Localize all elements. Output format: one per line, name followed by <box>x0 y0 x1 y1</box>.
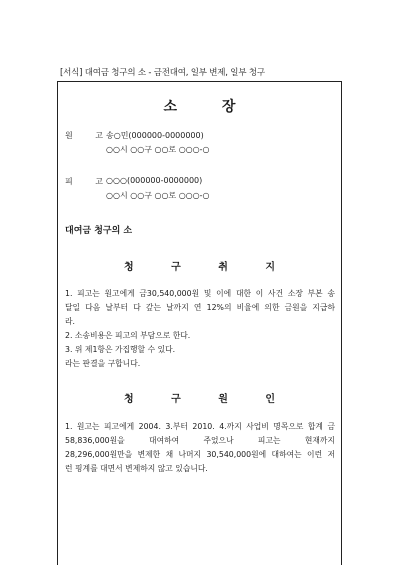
claim-purpose-line: 3. 위 제1항은 가집행할 수 있다. <box>65 345 176 354</box>
claim-purpose-line: 2. 소송비용은 피고의 부담으로 한다. <box>65 331 191 340</box>
claim-purpose-line: 라. <box>65 317 76 326</box>
claim-purpose-line: 1. 피고는 원고에게 금30,540,000원 및 이에 대한 이 사건 소장 부본 송 <box>65 289 335 298</box>
claim-cause-line: 28,296,000원만을 변제한 채 나머지 30,540,000원에 대하여는 이런 저 <box>65 450 335 459</box>
document-frame <box>57 81 342 565</box>
defendant-role: 피 고 <box>65 177 113 186</box>
claim-purpose-heading: 청 구 취 지 <box>123 262 293 273</box>
plaintiff-address: ○○시 ○○구 ○○로 ○○○-○ <box>106 145 210 154</box>
defendant-name: ○○○(000000-0000000) <box>106 176 203 185</box>
document-title: 소 장 <box>163 99 256 115</box>
claim-cause-heading: 청 구 원 인 <box>123 394 293 405</box>
claim-purpose-line: 라는 판결을 구합니다. <box>65 359 141 368</box>
defendant-address: ○○시 ○○구 ○○로 ○○○-○ <box>106 191 210 200</box>
claim-cause-line: 런 핑계를 대면서 변제하지 않고 있습니다. <box>65 464 208 473</box>
form-caption: [서식] 대여금 청구의 소 - 금전대여, 일부 변제, 일부 청구 <box>60 68 265 78</box>
claim-cause-line: 58,836,000원을 대여하여 주었으나 피고는 현재까지 <box>65 436 335 445</box>
case-subject: 대여금 청구의 소 <box>65 226 133 236</box>
claim-cause-body <box>65 420 335 476</box>
claim-cause-line: 1. 원고는 피고에게 2004. 3.부터 2010. 4.까지 사업비 명목으로 합계 금 <box>65 422 335 431</box>
plaintiff-role: 원 고 <box>65 131 113 140</box>
claim-purpose-line: 달일 다음 날부터 다 갚는 날까지 연 12%의 비율에 의한 금원을 지급하 <box>65 303 335 312</box>
claim-purpose-body <box>65 287 335 371</box>
plaintiff-name: 송○민(000000-0000000) <box>106 131 204 140</box>
